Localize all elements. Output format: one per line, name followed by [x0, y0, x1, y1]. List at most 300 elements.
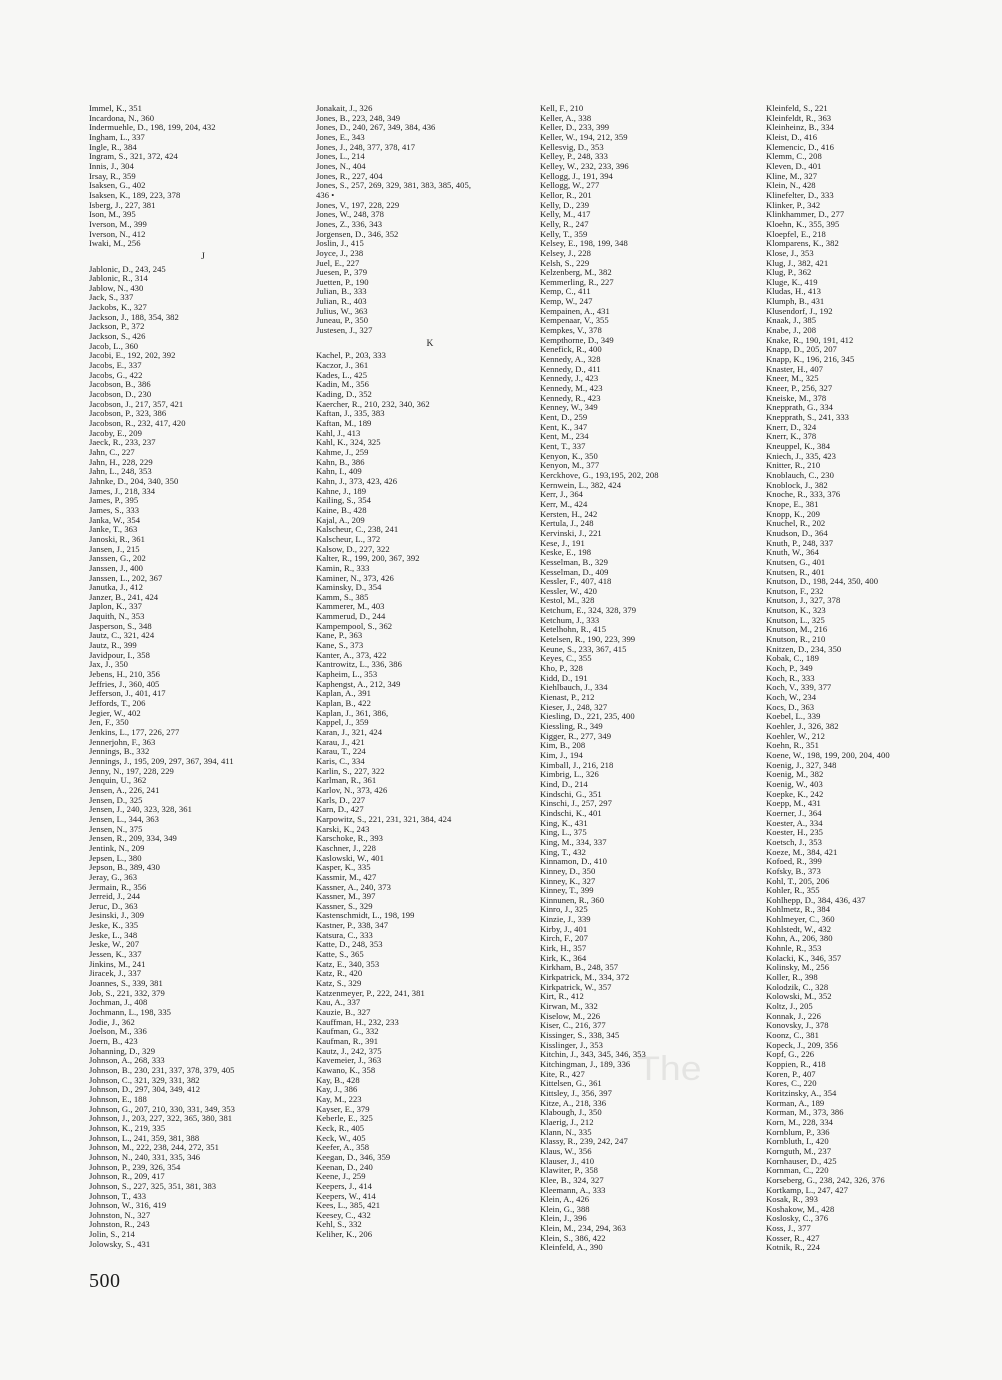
index-entry: Kahn, I., 409: [316, 466, 362, 477]
index-entry: Kim, J., 194: [540, 749, 583, 760]
page-number: 500: [89, 1270, 121, 1292]
index-entry: Koepp, M., 431: [766, 798, 821, 809]
index-entry: Jeske, K., 335: [89, 920, 139, 931]
index-entry: Jensen, A., 226, 241: [89, 784, 160, 795]
index-entry: Juesen, P., 379: [316, 267, 368, 278]
index-entry: Keepers, J., 414: [316, 1180, 372, 1191]
index-entry: Julian, B., 333: [316, 286, 367, 297]
index-entry: Juneau, P., 350: [316, 315, 369, 326]
index-entry: Kiessling, R., 349: [540, 721, 603, 731]
index-entry: Kantrowitz, L., 336, 386: [316, 659, 402, 670]
index-entry: Jen, F., 350: [89, 717, 129, 728]
index-entry: Jeffries, J., 360, 405: [89, 678, 160, 689]
index-entry: Kaufman, G., 332: [316, 1026, 379, 1037]
index-entry: Knerr, K., 378: [766, 431, 817, 442]
index-entry: Jackson, P., 372: [89, 321, 145, 332]
index-entry: Knudson, D., 364: [766, 527, 828, 538]
index-entry: Kieser, J., 248, 327: [540, 701, 608, 712]
index-entry: Jenny, N., 197, 228, 229: [89, 765, 174, 776]
index-entry: Kammerud, D., 244: [316, 611, 386, 622]
index-entry: Kaercher, R., 210, 232, 340, 362: [316, 398, 430, 409]
index-entry: Klein, J., 396: [540, 1213, 587, 1224]
index-entry: Knuchel, R., 202: [766, 518, 826, 529]
index-entry: Kidd, D., 191: [540, 672, 588, 683]
index-entry: 436 •: [316, 189, 335, 200]
index-entry: Innis, J., 304: [89, 160, 134, 171]
index-entry: Knutson, F., 232: [766, 585, 824, 596]
index-entry: Kalscheur, C., 238, 241: [316, 524, 399, 535]
index-entry: Jennings, B., 332: [89, 746, 150, 757]
index-entry: Keske, E., 198: [540, 547, 592, 558]
index-entry: Kolacki, K., 346, 357: [766, 952, 842, 963]
index-entry: Kho, P., 328: [540, 663, 583, 674]
index-entry: Koenig, J., 327, 348: [766, 759, 837, 770]
index-entry: Koslosky, C., 376: [766, 1213, 829, 1224]
index-entry: Johnston, R., 243: [89, 1219, 150, 1230]
index-entry: Katz, R., 420: [316, 968, 363, 979]
index-entry: Klumph, B., 431: [766, 296, 825, 307]
index-entry: Jasperson, S., 348: [89, 620, 152, 631]
index-entry: Knoblauch, C., 230: [766, 469, 834, 480]
index-entry: Keyes, C., 355: [540, 653, 592, 664]
index-entry: Kehl, S., 332: [316, 1219, 362, 1230]
index-entry: Knaak, J., 385: [766, 315, 817, 326]
index-entry: Katsura, C., 333: [316, 929, 373, 940]
index-entry: Klusendorf, J., 192: [766, 305, 833, 316]
index-entry: Kassmir, M., 427: [316, 871, 377, 882]
index-entry: Kennedy, A., 328: [540, 354, 601, 365]
index-entry: Kellesvig, D., 353: [540, 141, 604, 152]
index-entry: Klug, J., 382, 421: [766, 257, 829, 268]
index-entry: Kent, M., 234: [540, 431, 589, 442]
index-entry: Kamm, S., 385: [316, 591, 369, 602]
index-entry: Jepsen, L., 380: [89, 852, 142, 863]
index-entry: Kersten, H., 242: [540, 508, 598, 519]
index-entry: Koepke, K., 242: [766, 788, 824, 799]
index-entry: Johnson, P., 239, 326, 354: [89, 1161, 181, 1172]
index-entry: Johnson, S., 227, 325, 351, 381, 383: [89, 1180, 217, 1191]
index-entry: Janzer, B., 241, 424: [89, 591, 159, 602]
index-entry: Kay, B., 428: [316, 1074, 360, 1085]
index-entry: Jones, D., 240, 267, 349, 384, 436: [316, 122, 436, 133]
index-entry: Kiesling, D., 221, 235, 400: [540, 711, 635, 722]
index-entry: Kosak, R., 393: [766, 1194, 819, 1205]
index-entry: Keller, D., 233, 399: [540, 122, 610, 133]
index-entry: Johnson, K., 219, 335: [89, 1122, 166, 1133]
index-entry: Johanning, D., 329: [89, 1045, 156, 1056]
index-entry: Keck, R., 405: [316, 1122, 365, 1133]
index-entry: Iverson, N., 412: [89, 228, 146, 239]
index-entry: Kachel, P., 203, 333: [316, 350, 386, 361]
index-entry: Jegier, W., 402: [89, 707, 141, 718]
index-entry: Jacobs, G., 422: [89, 369, 143, 380]
index-entry: Keune, S., 233, 367, 415: [540, 643, 627, 654]
index-entry: Knutsen, R., 401: [766, 566, 825, 577]
index-entry: Koehler, J., 326, 382: [766, 721, 839, 731]
index-entry: Jonakait, J., 326: [316, 103, 373, 113]
index-entry: Kitchingman, J., 189, 336: [540, 1058, 631, 1069]
index-entry: Kindschi, K., 401: [540, 807, 602, 818]
index-entry: Johnson, L., 241, 359, 381, 388: [89, 1132, 200, 1143]
index-entry: Keegan, D., 346, 359: [316, 1151, 391, 1162]
index-entry: Kadin, M., 356: [316, 379, 369, 390]
index-entry: Janke, T., 363: [89, 524, 138, 535]
index-entry: Jones, B., 223, 248, 349: [316, 112, 401, 123]
index-entry: Kell, F., 210: [540, 103, 584, 113]
index-entry: Knaster, H., 407: [766, 363, 824, 374]
index-entry: Joslin, J., 415: [316, 238, 364, 249]
index-entry: Knitter, R., 210: [766, 460, 821, 471]
index-entry: Jacobson, D., 230: [89, 389, 152, 400]
index-entry: Kading, D., 352: [316, 389, 372, 400]
index-entry: Keller, W., 194, 212, 359: [540, 131, 628, 142]
index-entry: Koch, P., 349: [766, 663, 813, 674]
index-entry: Kleinfeldt, R., 363: [766, 112, 832, 123]
index-entry: Kajal, A., 209: [316, 514, 365, 525]
index-entry: Kerckhove, G., 193,195, 202, 208: [540, 469, 659, 480]
index-entry: Johnson, N., 240, 331, 335, 346: [89, 1151, 201, 1162]
index-entry: Kemmerling, R., 227: [540, 276, 614, 287]
index-entry: Kempthorne, D., 349: [540, 334, 614, 345]
index-entry: Keesey, C., 432: [316, 1209, 371, 1220]
index-entry: Jones, R., 227, 404: [316, 170, 383, 181]
index-entry: Kades, L., 425: [316, 369, 368, 380]
index-entry: Jacobi, E., 192, 202, 392: [89, 350, 176, 361]
index-entry: Karschoke, R., 393: [316, 833, 384, 844]
index-entry: Kopeck, J., 209, 356: [766, 1039, 838, 1050]
index-entry: Kemp, C., 411: [540, 286, 591, 297]
index-entry: Kellogg, W., 277: [540, 180, 600, 191]
index-entry: Kervinski, J., 221: [540, 527, 602, 538]
index-entry: Konnak, J., 226: [766, 1010, 821, 1021]
index-entry: Japlon, K., 337: [89, 601, 143, 612]
index-entry: Kiser, C., 216, 377: [540, 1020, 606, 1031]
index-entry: Kornbluth, I., 420: [766, 1136, 829, 1147]
index-entry: Jacobson, J., 217, 357, 421: [89, 398, 184, 409]
index-entry: Kopf, G., 226: [766, 1049, 815, 1060]
index-entry: Kleemann, A., 333: [540, 1184, 606, 1195]
index-entry: Kalscheur, L., 372: [316, 533, 381, 544]
index-entry: Justesen, J., 327: [316, 325, 373, 336]
index-entry: Jochman, J., 408: [89, 997, 148, 1008]
index-entry: Jensen, L., 344, 363: [89, 813, 159, 824]
index-entry: Knepprath, S., 241, 333: [766, 412, 850, 422]
index-entry: Jeray, G., 363: [89, 871, 138, 882]
index-entry: Karau, T., 224: [316, 746, 366, 757]
index-entry: Kane, P., 363: [316, 630, 363, 641]
index-entry: Keliher, K., 206: [316, 1229, 373, 1240]
index-entry: Kailing, S., 354: [316, 495, 371, 506]
index-entry: Kohler, R., 355: [766, 885, 820, 896]
index-entry: Kahne, J., 189: [316, 485, 367, 496]
index-entry: Johnson, B., 230, 231, 337, 378, 379, 405: [89, 1064, 235, 1075]
index-entry: Kaschner, J., 228: [316, 842, 376, 853]
index-entry: Jablonic, R., 314: [89, 273, 148, 284]
index-entry: Kassner, A., 240, 373: [316, 881, 391, 892]
index-entry: Kellogg, J., 191, 394: [540, 170, 613, 181]
index-entry: Kneer, M., 325: [766, 373, 819, 384]
index-entry: Ketelhohn, R., 415: [540, 624, 607, 635]
index-entry: Kneer, P., 256, 327: [766, 383, 833, 394]
index-entry: Kittsley, J., 356, 397: [540, 1087, 612, 1098]
index-entry: Katz, E., 340, 353: [316, 958, 380, 969]
index-entry: Kinney, D., 350: [540, 865, 596, 876]
index-entry: Johnson, D., 297, 304, 349, 412: [89, 1084, 201, 1095]
index-entry: Jentink, N., 209: [89, 842, 145, 853]
index-entry: Kittelsen, G., 361: [540, 1078, 602, 1089]
index-entry: Koren, P., 407: [766, 1068, 816, 1079]
index-entry: Koebel, L., 339: [766, 711, 821, 722]
index-entry: Juetten, P., 190: [316, 276, 369, 287]
index-entry: Jochmann, L., 198, 335: [89, 1007, 172, 1018]
index-entry: Joern, B., 423: [89, 1036, 138, 1046]
index-entry: Kerr, M., 424: [540, 498, 588, 509]
index-entry: Korman, M., 373, 386: [766, 1107, 844, 1118]
index-entry: Jacob, L., 360: [89, 340, 139, 351]
index-entry: Kisslinger, J., 353: [540, 1039, 603, 1050]
index-entry: Knutson, K., 323: [766, 605, 826, 616]
index-entry: Isaksen, K., 189, 223, 378: [89, 189, 181, 200]
index-entry: Jackson, J., 188, 354, 382: [89, 311, 179, 322]
index-entry: Julius, W., 363: [316, 305, 368, 316]
index-entry: Klein, S., 386, 422: [540, 1232, 606, 1243]
index-entry: Klawiter, P., 358: [540, 1165, 599, 1176]
index-entry: Jeske, W., 207: [89, 939, 140, 950]
index-entry: Kirch, F., 207: [540, 933, 588, 944]
index-entry: Jodie, J., 362: [89, 1016, 135, 1027]
index-entry: Klauser, J., 410: [540, 1155, 595, 1166]
index-entry: Kelly, R., 247: [540, 218, 589, 229]
index-entry: Ingle, R., 384: [89, 141, 137, 152]
index-entry: Johnson, G., 207, 210, 330, 331, 349, 353: [89, 1103, 235, 1114]
index-entry: Koester, A., 334: [766, 817, 823, 828]
index-entry: Koltz, J., 205: [766, 1001, 813, 1012]
index-entry: Kludas, H., 413: [766, 286, 821, 297]
index-entry: Koenig, W., 403: [766, 778, 823, 789]
index-entry: Kline, M., 327: [766, 170, 818, 181]
index-entry: Ison, M., 395: [89, 209, 136, 220]
index-entry: Janssen, G., 202: [89, 553, 146, 564]
index-entry: Kenyon, M., 377: [540, 460, 600, 471]
index-entry: Karau, J., 421: [316, 736, 365, 747]
index-entry: Jenkins, L., 177, 226, 277: [89, 727, 180, 737]
index-entry: Kennedy, R., 423: [540, 392, 601, 403]
index-entry: Ingram, S., 321, 372, 424: [89, 151, 178, 162]
index-entry: Kelly, D., 239: [540, 199, 590, 210]
index-entry: Jacoby, E., 209: [89, 427, 142, 438]
index-entry: Kornhauser, D., 425: [766, 1155, 837, 1166]
index-entry: Kinnunen, R., 360: [540, 894, 605, 905]
index-entry: Jautz, C., 321, 424: [89, 630, 155, 641]
index-entry: Klabough, J., 350: [540, 1107, 602, 1118]
index-entry: Jones, V., 197, 228, 229: [316, 199, 400, 210]
index-entry: Kleinheinz, B., 334: [766, 122, 835, 133]
index-entry: Johnson, R., 209, 417: [89, 1171, 165, 1182]
index-entry: Jensen, J., 240, 323, 328, 361: [89, 804, 192, 815]
index-entry: Jones, E., 343: [316, 131, 365, 142]
index-entry: Klein, M., 234, 294, 363: [540, 1223, 626, 1234]
index-entry: Kauzie, B., 327: [316, 1007, 371, 1018]
index-entry: Kertula, J., 248: [540, 518, 594, 529]
index-entry: Korseberg, G., 238, 242, 326, 376: [766, 1174, 885, 1185]
index-entry: Kamin, R., 333: [316, 562, 370, 573]
index-entry: Kanter, A., 373, 422: [316, 649, 387, 660]
index-entry: Jorgensen, D., 346, 352: [316, 228, 399, 239]
index-entry: Kenyon, K., 350: [540, 450, 598, 461]
index-entry: Kammerer, M., 403: [316, 601, 385, 612]
index-entry: Kolowski, M., 352: [766, 991, 832, 1002]
index-entry: Knoblock, J., 382: [766, 479, 828, 490]
index-entry: Karls, D., 227: [316, 794, 366, 805]
index-entry: Koerner, J., 364: [766, 807, 822, 818]
index-entry: Kaine, B., 428: [316, 504, 367, 515]
index-entry: Johnson, M., 222, 238, 244, 272, 351: [89, 1142, 219, 1153]
index-entry: Juel, E., 227: [316, 257, 360, 268]
index-entry: Jones, L., 214: [316, 151, 365, 162]
index-entry: Kinnamon, D., 410: [540, 856, 607, 867]
index-entry: Kloepfel, E., 218: [766, 228, 826, 239]
index-entry: Kelsey, J., 228: [540, 247, 592, 258]
index-entry: Kemp, W., 247: [540, 296, 593, 307]
index-entry: Johnson, C., 321, 329, 331, 382: [89, 1074, 200, 1085]
index-entry: Kohnle, R., 353: [766, 943, 822, 954]
index-entry: Kneiske, M., 378: [766, 392, 827, 403]
index-entry: Koch, R., 333: [766, 672, 815, 683]
index-entry: Ketchum, E., 324, 328, 379: [540, 605, 637, 616]
index-entry: Joelson, M., 336: [89, 1026, 147, 1037]
index-entry: Johnson, A., 268, 333: [89, 1055, 165, 1066]
index-entry: Knuth, P., 248, 337: [766, 537, 834, 548]
index-entry: Jefferson, J., 401, 417: [89, 688, 166, 699]
index-entry: Kesselman, D., 409: [540, 566, 609, 577]
index-entry: Iverson, M., 399: [89, 218, 147, 229]
index-entry: Kitze, A., 218, 336: [540, 1097, 607, 1108]
index-entry: Kinney, T., 399: [540, 885, 594, 896]
index-entry: Jablonic, D., 243, 245: [89, 263, 166, 274]
index-entry: Klaus, W., 356: [540, 1145, 592, 1156]
index-entry: Keepers, W., 414: [316, 1190, 376, 1201]
index-entry: Klinkhammer, D., 277: [766, 209, 845, 220]
index-entry: Kirwan, M., 332: [540, 1001, 598, 1012]
show-through-ad: The: [637, 1050, 702, 1088]
index-entry: Jones, N., 404: [316, 160, 366, 171]
index-entry: Kohlmetz, R., 384: [766, 904, 831, 915]
index-entry: Kawano, K., 358: [316, 1064, 376, 1075]
index-entry: Jablow, N., 430: [89, 282, 144, 293]
index-entry: Jacobson, P., 323, 386: [89, 408, 167, 419]
index-entry: Ingham, L., 337: [89, 131, 145, 142]
index-entry: Jeruc, D., 363: [89, 900, 138, 911]
index-entry: Jack, S., 337: [89, 292, 134, 303]
section-letter: K: [426, 338, 434, 349]
index-entry: Kiselow, M., 226: [540, 1010, 601, 1021]
index-entry: James, P., 395: [89, 495, 139, 506]
index-entry: Julian, R., 403: [316, 296, 367, 307]
index-entry: Kent, D., 259: [540, 412, 588, 422]
index-entry: Karis, C., 334: [316, 755, 365, 766]
index-entry: Jacobson, R., 232, 417, 420: [89, 418, 186, 428]
index-entry: Kernwein, L., 382, 424: [540, 479, 622, 490]
index-entry: Knope, E., 381: [766, 498, 819, 509]
index-entry: Kluge, K., 419: [766, 276, 818, 287]
index-entry: Jahn, C., 227: [89, 446, 135, 457]
index-entry: Jensen, D., 325: [89, 794, 143, 805]
index-entry: Jiracek, J., 337: [89, 968, 142, 979]
index-entry: Jackobs, K., 327: [89, 302, 147, 313]
index-entry: Jaquith, N., 353: [89, 611, 145, 622]
index-entry: Klassy, R., 239, 242, 247: [540, 1136, 628, 1147]
index-entry: Kleist, D., 416: [766, 131, 818, 142]
index-entry: Kastenschmidt, L., 198, 199: [316, 910, 415, 921]
index-entry: Kores, C., 220: [766, 1078, 817, 1089]
index-entry: Kautz, J., 242, 375: [316, 1045, 382, 1056]
index-entry: Keberle, E., 325: [316, 1113, 373, 1124]
index-entry: Jebens, H., 210, 356: [89, 669, 160, 680]
index-entry: Kahl, K., 324, 325: [316, 437, 381, 448]
index-entry: Koetsch, J., 353: [766, 836, 822, 847]
index-entry: Kornblum, P., 336: [766, 1126, 830, 1137]
index-entry: Jansen, J., 215: [89, 543, 140, 554]
index-entry: Kay, M., 223: [316, 1093, 362, 1104]
index-entry: Kastner, P., 338, 347: [316, 920, 389, 931]
index-column-4: [766, 104, 994, 1253]
index-entry: Kesselman, B., 329: [540, 556, 608, 567]
index-entry: Knepprath, G., 334: [766, 402, 834, 413]
index-entry: Kind, D., 214: [540, 778, 588, 789]
index-entry: Knutson, D., 198, 244, 350, 400: [766, 576, 879, 587]
index-entry: Keller, A., 338: [540, 112, 592, 123]
index-entry: Kay, J., 386: [316, 1084, 358, 1095]
index-entry: Kigger, R., 277, 349: [540, 730, 612, 741]
index-entry: Kellor, R., 201: [540, 189, 592, 200]
index-entry: Kornman, C., 220: [766, 1165, 829, 1176]
index-entry: Jax, J., 350: [89, 659, 129, 670]
index-entry: Kalsow, D., 227, 322: [316, 543, 390, 554]
index-entry: Koller, R., 398: [766, 972, 818, 983]
index-entry: Jahn, L., 248, 353: [89, 466, 152, 477]
index-entry: Kelley, W., 232, 233, 396: [540, 160, 629, 171]
index-entry: Knutson, R., 210: [766, 634, 826, 645]
index-entry: Kaslowski, W., 401: [316, 852, 384, 863]
index-entry: Johnson, W., 316, 419: [89, 1200, 167, 1211]
index-entry: Kelly, T., 359: [540, 228, 588, 239]
index-entry: Klaerig, J., 212: [540, 1116, 594, 1127]
index-entry: Klinker, P., 342: [766, 199, 821, 210]
index-entry: Kempkes, V., 378: [540, 325, 602, 336]
index-entry: Kim, B., 208: [540, 740, 586, 751]
index-entry: James, S., 333: [89, 504, 140, 515]
index-entry: Ketchum, J., 333: [540, 614, 600, 625]
index-entry: Kahn, J., 373, 423, 426: [316, 475, 398, 486]
index-entry: Kirk, H., 357: [540, 943, 587, 954]
index-entry: Janssen, J., 400: [89, 562, 144, 573]
index-entry: Kaplan, A., 391: [316, 688, 371, 699]
index-entry: Kaufman, R., 391: [316, 1036, 379, 1046]
index-entry: Immel, K., 351: [89, 103, 142, 113]
index-entry: King, K., 431: [540, 817, 588, 828]
index-entry: Jennerjohn, F., 363: [89, 736, 156, 747]
index-entry: Kinzie, J., 339: [540, 914, 591, 925]
index-entry: Jenquin, U., 362: [89, 775, 147, 786]
index-entry: Kotnik, R., 224: [766, 1242, 820, 1253]
index-entry: Kahme, J., 259: [316, 446, 369, 457]
index-entry: Kloehn, K., 355, 395: [766, 218, 840, 229]
index-entry: Kohlhepp, D., 384, 436, 437: [766, 894, 866, 905]
index-entry: Isaksen, G., 402: [89, 180, 146, 191]
index-entry: Kalter, R., 199, 200, 367, 392: [316, 553, 420, 564]
index-entry: Kaplan, B., 422: [316, 698, 371, 709]
index-entry: Kaczor, J., 361: [316, 360, 369, 371]
